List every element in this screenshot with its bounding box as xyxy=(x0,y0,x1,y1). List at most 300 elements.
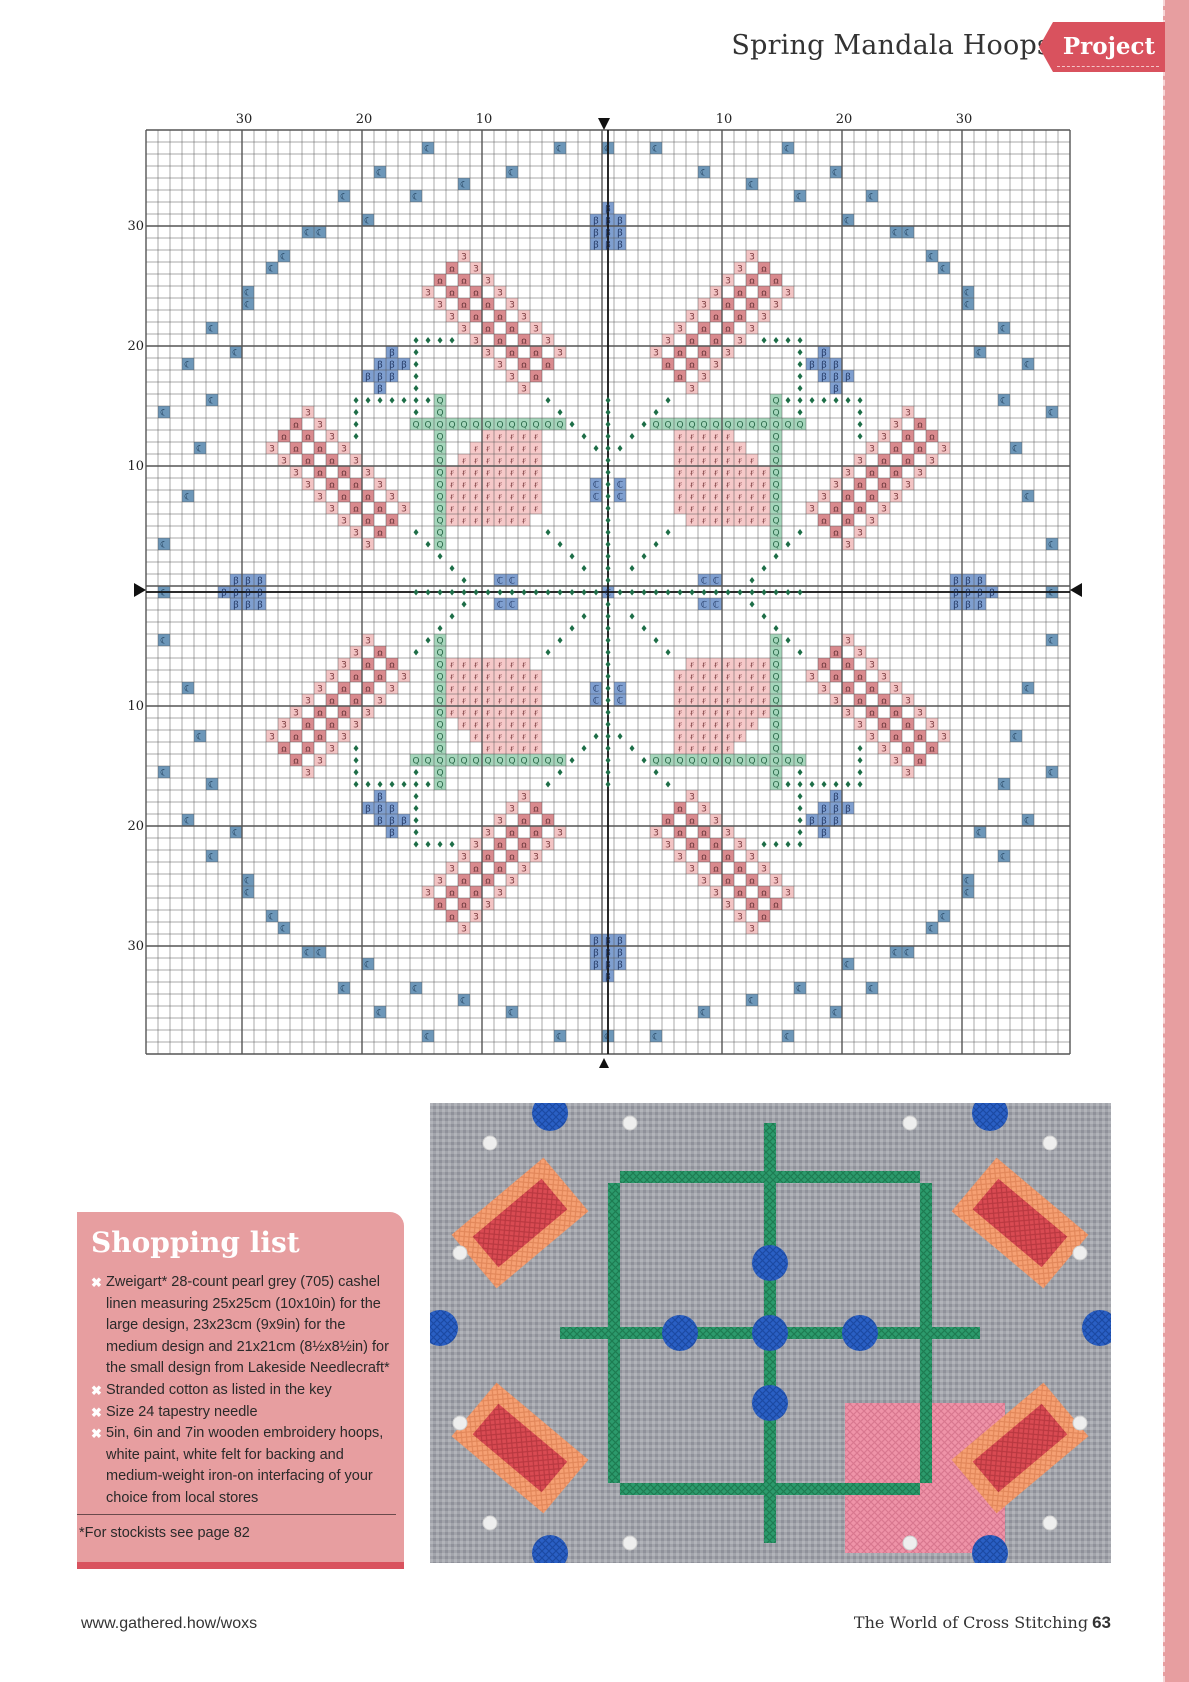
stitch-symbol: ♦ xyxy=(603,768,613,779)
stitch-symbol: ꭥ xyxy=(521,816,527,827)
stitch-symbol: ☾ xyxy=(243,876,253,887)
stitch-symbol: ꞧ xyxy=(762,492,766,503)
stitch-symbol: 3 xyxy=(497,288,503,299)
stitch-symbol: ꞧ xyxy=(738,516,742,527)
stitch-symbol: ♦ xyxy=(795,396,805,407)
stitch-symbol: ♦ xyxy=(855,432,865,443)
stitch-symbol: ꭥ xyxy=(377,648,383,659)
stitch-symbol: ꞧ xyxy=(534,696,538,707)
stitch-symbol: ♦ xyxy=(459,576,469,587)
stitch-symbol: ꞵ xyxy=(821,816,827,827)
stitch-symbol: ꞧ xyxy=(498,432,502,443)
stitch-symbol: ꭥ xyxy=(881,696,887,707)
stitch-symbol: ꞧ xyxy=(750,504,754,515)
stitch-symbol: ꞧ xyxy=(486,456,490,467)
stitch-symbol: ♦ xyxy=(423,840,433,851)
stitch-symbol: ꞧ xyxy=(486,696,490,707)
stitch-symbol: ℂ xyxy=(700,576,708,587)
stitch-symbol: ꞵ xyxy=(965,600,971,611)
stitch-symbol: ♦ xyxy=(363,780,373,791)
stitch-symbol: Q xyxy=(772,492,780,503)
stitch-symbol: Q xyxy=(412,756,420,767)
side-number: 20 xyxy=(127,819,144,834)
stitch-symbol: 3 xyxy=(353,648,359,659)
stitch-symbol: Q xyxy=(772,636,780,647)
stitch-symbol: ☾ xyxy=(831,1008,841,1019)
stitch-symbol: ꭥ xyxy=(485,876,491,887)
stitch-symbol: ꭥ xyxy=(317,468,323,479)
stitch-symbol: ♦ xyxy=(783,540,793,551)
stitch-symbol: Q xyxy=(436,432,444,443)
list-item xyxy=(91,1272,396,1380)
stitch-symbol: ♦ xyxy=(795,768,805,779)
stitch-symbol: ♦ xyxy=(603,600,613,611)
stitch-symbol: ꞧ xyxy=(474,480,478,491)
stitch-symbol: Q xyxy=(448,420,456,431)
stitch-symbol: ♦ xyxy=(531,588,541,599)
stitch-symbol: 3 xyxy=(773,300,779,311)
stitch-symbol: ♦ xyxy=(555,636,565,647)
stitch-symbol: ♦ xyxy=(543,588,553,599)
stitch-symbol: ꞵ xyxy=(377,372,383,383)
stitch-symbol: ♦ xyxy=(795,828,805,839)
stitch-symbol: ꭥ xyxy=(869,468,875,479)
stitch-symbol: ☾ xyxy=(1011,444,1021,455)
stitch-symbol: ♦ xyxy=(783,396,793,407)
stitch-symbol: Q xyxy=(772,468,780,479)
stitch-symbol: ꞧ xyxy=(486,660,490,671)
stitch-symbol: ♦ xyxy=(411,768,421,779)
stitch-symbol: ꞧ xyxy=(690,660,694,671)
stitch-symbol: ꭥ xyxy=(353,504,359,515)
stitch-symbol: ꞧ xyxy=(522,744,526,755)
stitch-symbol: ☾ xyxy=(159,588,169,599)
stitch-symbol: Q xyxy=(796,756,804,767)
stitch-symbol: ꞧ xyxy=(690,744,694,755)
stitch-symbol: ♦ xyxy=(675,588,685,599)
stitch-symbol: ♦ xyxy=(795,528,805,539)
shopping-list-box xyxy=(77,1212,404,1562)
stitch-symbol: ♦ xyxy=(351,408,361,419)
stitch-symbol: Q xyxy=(772,660,780,671)
stitch-symbol: 3 xyxy=(509,372,515,383)
stitch-symbol: ꞧ xyxy=(702,492,706,503)
stitch-symbol: ♦ xyxy=(435,624,445,635)
stitch-symbol: ꞧ xyxy=(714,480,718,491)
stitch-symbol: ♦ xyxy=(351,768,361,779)
stitch-symbol: ♦ xyxy=(579,612,589,623)
stitch-symbol: ♦ xyxy=(747,588,757,599)
stitch-symbol: ꞧ xyxy=(474,696,478,707)
stitch-symbol: ꭥ xyxy=(365,492,371,503)
stitch-symbol: Q xyxy=(436,768,444,779)
stitch-symbol: ꞧ xyxy=(714,516,718,527)
stitch-symbol: ♦ xyxy=(603,696,613,707)
stitch-symbol: ꞵ xyxy=(389,360,395,371)
stitch-symbol: ꞵ xyxy=(377,384,383,395)
stitch-symbol: ꞧ xyxy=(498,492,502,503)
stitch-symbol: ꭥ xyxy=(365,516,371,527)
stitch-symbol: ꭥ xyxy=(725,876,731,887)
stitch-symbol: ꭥ xyxy=(293,732,299,743)
stitch-symbol: ꭥ xyxy=(281,432,287,443)
stitch-symbol: ꞧ xyxy=(750,684,754,695)
stitch-symbol: ꞧ xyxy=(738,492,742,503)
stitch-symbol: ꞧ xyxy=(498,744,502,755)
stitch-symbol: ꞧ xyxy=(690,444,694,455)
list-item xyxy=(91,1423,396,1509)
stitch-symbol: ♦ xyxy=(603,552,613,563)
stitch-symbol: ꭥ xyxy=(761,264,767,275)
stitch-symbol: Q xyxy=(676,420,684,431)
stitched-blue-flower xyxy=(752,1245,788,1281)
stitch-symbol: Q xyxy=(724,756,732,767)
stitch-symbol: ☾ xyxy=(747,996,757,1007)
stitch-symbol: 3 xyxy=(857,456,863,467)
stitch-symbol: ꭥ xyxy=(521,336,527,347)
stitch-symbol: ♦ xyxy=(771,624,781,635)
stitch-symbol: ☾ xyxy=(159,540,169,551)
list-item-text: 5in, 6in and 7in wooden embroidery hoops, white paint, white felt for backing and medium-weight iron-on interfacing of your choice from local stores xyxy=(106,1425,384,1506)
stitch-symbol: 3 xyxy=(881,744,887,755)
stitch-symbol: ♦ xyxy=(711,588,721,599)
stitch-symbol: ♦ xyxy=(567,624,577,635)
stitch-symbol: 3 xyxy=(737,264,743,275)
stitch-symbol: ꞧ xyxy=(750,480,754,491)
stitch-symbol: 3 xyxy=(821,492,827,503)
stitch-symbol: 3 xyxy=(905,408,911,419)
stitch-symbol: ꞧ xyxy=(462,516,466,527)
stitch-symbol: 3 xyxy=(869,516,875,527)
stitch-symbol: ꞧ xyxy=(762,708,766,719)
stitch-symbol: ♦ xyxy=(471,588,481,599)
stitch-symbol: ♦ xyxy=(771,588,781,599)
centre-marker-bottom xyxy=(598,1058,610,1068)
stitch-symbol: 3 xyxy=(833,696,839,707)
stitch-symbol: Q xyxy=(436,696,444,707)
cross-bullet-icon: ✖ xyxy=(91,1382,102,1398)
stitch-symbol: 3 xyxy=(725,348,731,359)
stitch-symbol: ♦ xyxy=(639,624,649,635)
stitch-symbol: Q xyxy=(772,648,780,659)
stitch-symbol: ꞧ xyxy=(750,468,754,479)
stitch-symbol: ꭥ xyxy=(845,516,851,527)
stitch-symbol: 3 xyxy=(833,480,839,491)
stitch-symbol: 3 xyxy=(761,864,767,875)
footer-url[interactable]: www.gathered.how/woxs xyxy=(81,1615,258,1632)
stitch-symbol: 3 xyxy=(725,828,731,839)
stitch-symbol: ♦ xyxy=(855,420,865,431)
stitch-symbol: 3 xyxy=(473,912,479,923)
stitch-symbol: ꞧ xyxy=(714,744,718,755)
stitch-symbol: ꭥ xyxy=(305,720,311,731)
stitch-symbol: ꞧ xyxy=(450,708,454,719)
stitch-symbol: 3 xyxy=(557,828,563,839)
stitch-symbol: ꞧ xyxy=(726,672,730,683)
stitch-symbol: ꞧ xyxy=(678,720,682,731)
stitch-symbol: ♦ xyxy=(519,588,529,599)
stitch-symbol: Q xyxy=(652,420,660,431)
stitch-symbol: ℂ xyxy=(616,480,624,491)
stitch-symbol: ☾ xyxy=(927,924,937,935)
stitch-symbol: ꞵ xyxy=(245,576,251,587)
stitch-symbol: ꞧ xyxy=(462,660,466,671)
stitch-symbol: ℂ xyxy=(712,600,720,611)
stitch-symbol: ꭥ xyxy=(533,804,539,815)
stitch-symbol: ꞵ xyxy=(401,816,407,827)
stitch-symbol: 3 xyxy=(665,336,671,347)
stitch-symbol: ꞧ xyxy=(450,516,454,527)
stitch-symbol: ꭥ xyxy=(449,264,455,275)
stitch-symbol: ♦ xyxy=(855,756,865,767)
stitch-symbol: 3 xyxy=(509,300,515,311)
stitch-symbol: ♦ xyxy=(603,672,613,683)
stitch-symbol: ꞧ xyxy=(474,516,478,527)
stitch-symbol: 3 xyxy=(341,732,347,743)
stitch-symbol: ♦ xyxy=(795,336,805,347)
stitch-symbol: ꞵ xyxy=(377,816,383,827)
stitch-symbol: ☾ xyxy=(303,228,313,239)
stitch-symbol: ꞧ xyxy=(678,480,682,491)
stitch-symbol: ꞧ xyxy=(534,444,538,455)
stitch-symbol: ♦ xyxy=(627,432,637,443)
stitch-symbol: ꞧ xyxy=(714,432,718,443)
stitch-symbol: ꞧ xyxy=(510,492,514,503)
stitch-symbol: ☾ xyxy=(507,1008,517,1019)
stitch-symbol: ꭥ xyxy=(341,492,347,503)
stitch-symbol: ꞧ xyxy=(690,480,694,491)
stitch-symbol: ꞧ xyxy=(486,732,490,743)
stitch-symbol: Q xyxy=(652,756,660,767)
stitch-symbol: ꞧ xyxy=(738,672,742,683)
stitch-symbol: ꞧ xyxy=(726,480,730,491)
stitch-symbol: 3 xyxy=(725,276,731,287)
stitch-symbol: Q xyxy=(760,420,768,431)
stitch-symbol: Q xyxy=(436,756,444,767)
edge-strip xyxy=(1163,0,1189,1682)
stitch-symbol: ꞧ xyxy=(690,492,694,503)
stitch-symbol: ☾ xyxy=(459,996,469,1007)
stitched-white-bead xyxy=(1043,1136,1057,1150)
stitch-symbol: ♦ xyxy=(555,588,565,599)
stitch-symbol: 3 xyxy=(473,840,479,851)
stitch-symbol: ꞧ xyxy=(726,444,730,455)
stitch-symbol: ♦ xyxy=(495,588,505,599)
stitch-symbol: ♦ xyxy=(663,780,673,791)
stitch-symbol: Q xyxy=(772,780,780,791)
stitch-symbol: ♦ xyxy=(795,804,805,815)
stitch-symbol: ꞧ xyxy=(690,672,694,683)
stitch-symbol: 3 xyxy=(353,720,359,731)
stitch-symbol: ꭥ xyxy=(497,864,503,875)
stitch-symbol: ꞧ xyxy=(726,504,730,515)
stitch-symbol: ♦ xyxy=(543,648,553,659)
stitched-white-bead xyxy=(903,1536,917,1550)
stitch-symbol: 3 xyxy=(305,768,311,779)
stitch-symbol: Q xyxy=(460,756,468,767)
stitch-symbol: ꞧ xyxy=(462,684,466,695)
stitch-symbol: ☾ xyxy=(903,228,913,239)
stitch-symbol: 3 xyxy=(737,840,743,851)
stitch-symbol: ꞧ xyxy=(762,516,766,527)
stitch-symbol: ꭥ xyxy=(713,336,719,347)
stitch-symbol: ꞧ xyxy=(462,468,466,479)
project-tag: Project xyxy=(1053,22,1165,72)
stitch-symbol: Q xyxy=(484,420,492,431)
stitch-symbol: ꞧ xyxy=(498,684,502,695)
stitch-symbol: ℂ xyxy=(496,576,504,587)
stitch-symbol: 3 xyxy=(461,252,467,263)
stitch-symbol: 3 xyxy=(773,876,779,887)
stitch-symbol: ℂ xyxy=(616,696,624,707)
stitch-symbol: ꭥ xyxy=(329,480,335,491)
stitch-symbol: ♦ xyxy=(807,780,817,791)
stitched-white-bead xyxy=(903,1116,917,1130)
stitch-symbol: ꞧ xyxy=(714,696,718,707)
stitch-symbol: Q xyxy=(796,420,804,431)
stitch-symbol: ꞵ xyxy=(833,384,839,395)
stitch-symbol: ☾ xyxy=(159,768,169,779)
stitch-symbol: ꞵ xyxy=(605,240,611,251)
stitch-symbol: ꞵ xyxy=(809,360,815,371)
stitch-symbol: 3 xyxy=(425,888,431,899)
stitch-symbol: Q xyxy=(772,708,780,719)
stitch-symbol: ♦ xyxy=(555,768,565,779)
stitch-symbol: ☾ xyxy=(267,912,277,923)
stitch-symbol: ꞵ xyxy=(977,588,983,599)
stitch-symbol: 3 xyxy=(365,708,371,719)
stitch-symbol: ꞧ xyxy=(498,696,502,707)
stitch-symbol: ꞧ xyxy=(678,504,682,515)
stitched-blue-flower xyxy=(752,1315,788,1351)
stitch-symbol: ꭥ xyxy=(845,660,851,671)
stitch-symbol: ꭥ xyxy=(305,744,311,755)
stitch-symbol: ꞵ xyxy=(233,600,239,611)
stitch-symbol: 3 xyxy=(665,840,671,851)
stitched-white-bead xyxy=(483,1516,497,1530)
stitch-symbol: Q xyxy=(544,420,552,431)
stitch-symbol: ♦ xyxy=(795,360,805,371)
stitch-symbol: 3 xyxy=(785,888,791,899)
stitch-symbol: ℂ xyxy=(592,480,600,491)
stitch-symbol: ꭥ xyxy=(845,492,851,503)
stitch-symbol: ꭥ xyxy=(305,432,311,443)
stitch-symbol: ♦ xyxy=(651,768,661,779)
stitch-symbol: Q xyxy=(664,420,672,431)
stitch-symbol: ꞧ xyxy=(714,708,718,719)
stitch-symbol: Q xyxy=(520,756,528,767)
stitch-symbol: Q xyxy=(520,420,528,431)
stitch-symbol: ꭥ xyxy=(317,732,323,743)
stitch-symbol: ꞧ xyxy=(498,660,502,671)
stitch-symbol: ☾ xyxy=(963,888,973,899)
stitch-symbol: ☾ xyxy=(183,360,193,371)
stitch-symbol: ☾ xyxy=(195,444,205,455)
stitch-symbol: 3 xyxy=(881,672,887,683)
stitch-symbol: 3 xyxy=(893,756,899,767)
stitch-symbol: ꞧ xyxy=(678,732,682,743)
stitch-symbol: ♦ xyxy=(855,744,865,755)
stitch-symbol: ꭥ xyxy=(713,312,719,323)
stitch-symbol: ♦ xyxy=(603,432,613,443)
stitch-symbol: ☾ xyxy=(459,180,469,191)
stitch-symbol: ♦ xyxy=(687,588,697,599)
stitch-symbol: ꭥ xyxy=(893,468,899,479)
stitch-symbol: 3 xyxy=(281,720,287,731)
stitch-symbol: ꭥ xyxy=(353,696,359,707)
stitch-symbol: ꞧ xyxy=(534,432,538,443)
stitch-symbol: ♦ xyxy=(651,588,661,599)
stitch-symbol: ꞧ xyxy=(510,468,514,479)
page-number: 63 xyxy=(1092,1613,1111,1632)
stitch-symbol: 3 xyxy=(905,696,911,707)
stitch-symbol: 3 xyxy=(713,360,719,371)
stitch-symbol: ꭥ xyxy=(857,504,863,515)
stitch-symbol: ☾ xyxy=(999,396,1009,407)
stitch-symbol: ♦ xyxy=(603,468,613,479)
stitch-symbol: ꞧ xyxy=(462,504,466,515)
stitched-photo xyxy=(430,1103,1111,1563)
list-item-text: Size 24 tapestry needle xyxy=(106,1403,258,1420)
stitch-symbol: ꞧ xyxy=(498,708,502,719)
stitch-symbol: ꞧ xyxy=(510,480,514,491)
stitch-symbol: ꞧ xyxy=(702,696,706,707)
stitch-symbol: ꞵ xyxy=(605,204,611,215)
stitch-symbol: ♦ xyxy=(639,420,649,431)
stitch-symbol: ♦ xyxy=(855,780,865,791)
stitch-symbol: ꭥ xyxy=(509,324,515,335)
stitch-symbol: ꭥ xyxy=(761,912,767,923)
stitched-white-bead xyxy=(623,1536,637,1550)
stitch-symbol: ꭥ xyxy=(449,288,455,299)
stitch-symbol: ꞧ xyxy=(510,720,514,731)
stitch-symbol: ♦ xyxy=(567,756,577,767)
stitch-symbol: ☾ xyxy=(423,144,433,155)
stitch-symbol: ♦ xyxy=(579,564,589,575)
stitch-symbol: ♦ xyxy=(411,408,421,419)
stitch-symbol: ꞵ xyxy=(617,240,623,251)
stitch-symbol: ꞧ xyxy=(726,516,730,527)
stitch-symbol: 3 xyxy=(365,468,371,479)
stitch-symbol: 3 xyxy=(893,492,899,503)
stitch-symbol: ♦ xyxy=(603,612,613,623)
stitch-symbol: 3 xyxy=(521,792,527,803)
stitch-symbol: ♦ xyxy=(855,768,865,779)
stitch-symbol: ꞵ xyxy=(593,936,599,947)
stitch-symbol: Q xyxy=(544,756,552,767)
stitch-symbol: 3 xyxy=(881,432,887,443)
stitch-symbol: ꞧ xyxy=(522,672,526,683)
stitch-symbol: ꞧ xyxy=(678,696,682,707)
stitch-symbol: ♦ xyxy=(807,396,817,407)
page-title: Spring Mandala Hoops xyxy=(731,30,1051,61)
stitch-symbol: ꭥ xyxy=(677,804,683,815)
stitch-symbol: ꭥ xyxy=(677,348,683,359)
stitch-symbol: ♦ xyxy=(615,588,625,599)
stitch-symbol: ꞧ xyxy=(522,684,526,695)
stitch-symbol: 3 xyxy=(377,696,383,707)
stitch-symbol: ꭥ xyxy=(329,696,335,707)
stitch-symbol: Q xyxy=(412,420,420,431)
stitch-symbol: ꞵ xyxy=(821,804,827,815)
stitch-symbol: Q xyxy=(700,756,708,767)
stitch-symbol: 3 xyxy=(281,456,287,467)
stitch-symbol: ♦ xyxy=(783,780,793,791)
stitch-symbol: ꞧ xyxy=(690,504,694,515)
stitch-symbol: ♦ xyxy=(543,528,553,539)
stitch-symbol: Q xyxy=(760,756,768,767)
list-item xyxy=(91,1402,396,1424)
